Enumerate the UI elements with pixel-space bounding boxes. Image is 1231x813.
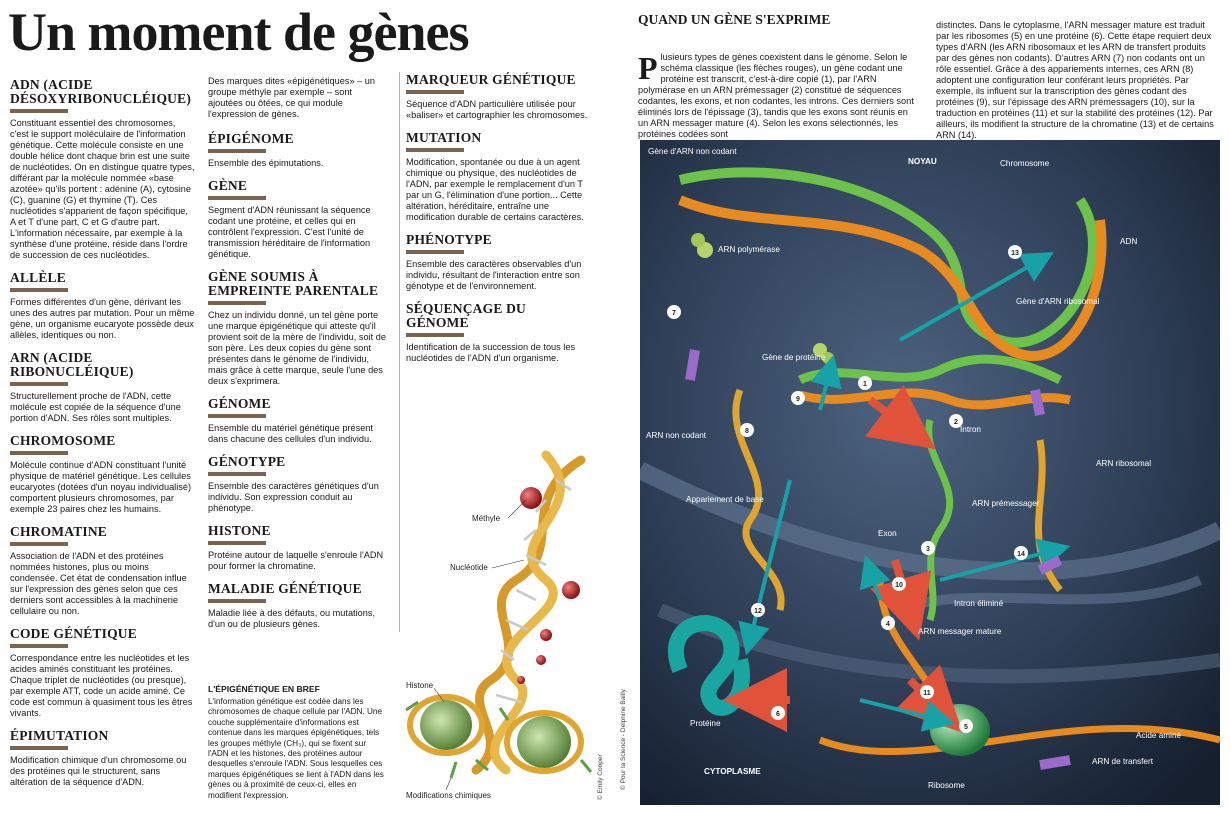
glossary-term: ARN (ACIDE RIBONUCLÉIQUE)	[10, 350, 134, 379]
drop-cap: P	[638, 50, 658, 86]
histone-core	[420, 700, 472, 750]
epigenetics-box	[208, 684, 386, 801]
label-arn-messager: ARN messager mature	[918, 627, 1002, 636]
step-3	[921, 541, 935, 555]
svg-text:3: 3	[926, 546, 930, 553]
glossary-term: GÉNOME	[208, 396, 271, 411]
glossary-entry	[208, 524, 388, 572]
dna-illustration	[396, 440, 608, 808]
step-12	[751, 603, 765, 617]
term-underline	[10, 109, 68, 113]
methyl-group	[540, 629, 552, 641]
methyl-group	[520, 487, 542, 509]
glossary-definition: Identification de la succession de tous les nucléotides de l'ADN d'un organisme.	[406, 342, 576, 363]
step-2	[949, 414, 963, 428]
svg-text:1: 1	[863, 381, 867, 388]
label-chromosome: Chromosome	[1000, 159, 1050, 168]
glossary-entry	[208, 582, 388, 630]
glossary-term: MARQUEUR GÉNÉTIQUE	[406, 72, 576, 87]
step-8	[740, 423, 754, 437]
label-proteine: Protéine	[690, 719, 721, 728]
glossary-definition: Segment d'ADN réunissant la séquence codant une protéine, et celles qui en contrôlent l'expression. C'est l'unité de transmission héréditaire de l'information génétique.	[208, 205, 371, 259]
dna-helix-image	[396, 440, 608, 808]
glossary-entry	[208, 179, 388, 260]
step-13	[1008, 245, 1022, 259]
svg-text:14: 14	[1017, 551, 1025, 558]
glossary-definition: Maladie liée à des défauts, ou mutations, d'un ou de plusieurs gènes.	[208, 608, 376, 629]
glossary-entry	[10, 729, 195, 788]
glossary-term: HISTONE	[208, 523, 271, 538]
page-title: Un moment de gènes	[8, 2, 469, 62]
glossary-entry	[208, 132, 388, 169]
label-nucleotide: Nucléotide	[450, 563, 488, 572]
svg-text:5: 5	[964, 724, 968, 731]
diagram-svg	[640, 140, 1220, 805]
svg-text:6: 6	[776, 711, 780, 718]
svg-text:4: 4	[886, 621, 890, 628]
credit-delphine-bailly: © Pour la Science - Delphine Bailly	[620, 689, 627, 790]
intro-column-2	[936, 20, 1220, 141]
glossary-term: GÈNE	[208, 178, 248, 193]
intro-column-1	[638, 52, 920, 140]
glossary-entry	[10, 351, 195, 424]
label-cytoplasme: CYTOPLASME	[704, 767, 761, 776]
svg-text:10: 10	[895, 582, 903, 589]
glossary-entry	[406, 131, 592, 223]
label-appariement: Appariement de base	[686, 495, 764, 504]
glossary-entry	[208, 270, 388, 387]
glossary-term: CODE GÉNÉTIQUE	[10, 626, 137, 641]
term-underline	[10, 382, 68, 386]
step-1	[858, 376, 872, 390]
glossary-term: CHROMOSOME	[10, 433, 116, 448]
glossary-definition: Séquence d'ADN particulière utilisée pour «baliser» et cartographier les chromosomes.	[406, 99, 588, 120]
glossary-definition: Association de l'ADN et des protéines nommées histones, plus ou moins condensée. Cet état de condensation influe sur l'expression des gènes selon que ces derniers sont accessibles à la machinerie cellulaire ou non.	[10, 551, 187, 616]
glossary-term: ALLÈLE	[10, 270, 66, 285]
term-underline	[208, 414, 266, 418]
step-10	[892, 577, 906, 591]
term-underline	[10, 542, 68, 546]
label-arn-premessager: ARN prémessager	[972, 499, 1040, 508]
label-arn-noncoding: ARN non codant	[646, 431, 707, 440]
glossary-definition: Chez un individu donné, un tel gène porte une marque épigénétique qui atteste qu'il provient soit de la mère de l'individu, soit de son père. Les deux copies du gène sont présentes dans le génome de l'individu, mais grâce à cette marque, seule l'une des deux s'exprimera.	[208, 310, 386, 386]
glossary-definition: Correspondance entre les nucléotides et les acides aminés constituant les protéines. Chaque triplet de nucléotides (ou presque), par exemple ATT, code un acide aminé. Ce code est commun à quasiment tous les êtres vivants.	[10, 653, 193, 718]
label-adn: ADN	[1120, 237, 1138, 246]
glossary-definition: Ensemble des caractères génétiques d'un individu. Son expression conduit au phénotype.	[208, 481, 379, 513]
glossary-definition: Modification, spontanée ou due à un agent chimique ou physique, des nucléotides de l'ADN, par exemple le remplacement d'un T par un G, l'élimination d'une portion... Cette altération, héréditaire, entraîne une modification durable de certains caractères.	[406, 157, 584, 222]
label-gene-noncoding: Gène d'ARN non codant	[648, 147, 737, 156]
step-6	[771, 706, 785, 720]
glossary-definition: Formes différentes d'un gène, dérivant les unes des autres par mutation. Pour un même gène, un organisme eucaryote possède deux allèles, identiques ou non.	[10, 297, 195, 340]
label-arn-transfert: ARN de transfert	[1092, 757, 1153, 766]
label-histone: Histone	[406, 681, 434, 690]
step-7	[667, 305, 681, 319]
label-acide-amine: Acide aminé	[1136, 731, 1182, 740]
glossary-entry	[208, 455, 388, 514]
glossary-term: ADN (ACIDE DÉSOXYRIBONUCLÉIQUE)	[10, 77, 192, 106]
term-underline	[208, 301, 266, 305]
glossary-column-3	[406, 73, 592, 374]
credit-emily-cooper: © Emily Cooper	[597, 754, 604, 800]
term-underline	[10, 451, 68, 455]
label-intron: Intron	[960, 425, 981, 434]
glossary-definition: Molécule continue d'ADN constituant l'unité physique de matériel génétique. Les cellules eucaryotes (dotées d'un noyau individualisé) comportent plusieurs chromosomes, par exemple 23 paires chez les humains.	[10, 460, 192, 514]
label-intron-elimine: Intron éliminé	[954, 599, 1004, 608]
glossary-entry	[406, 73, 592, 121]
glossary-definition: Ensemble des caractères observables d'un individu, résultant de l'interaction entre son génotype et de l'environnement.	[406, 259, 582, 291]
glossary-term: MALADIE GÉNÉTIQUE	[208, 581, 362, 596]
label-exon: Exon	[878, 529, 897, 538]
glossary-entry	[10, 271, 195, 341]
glossary-definition: Ensemble du matériel génétique présent dans chacune des cellules d'un individu.	[208, 423, 373, 444]
glossary-term: PHÉNOTYPE	[406, 232, 492, 247]
glossary-definition: Protéine autour de laquelle s'enroule l'ADN pour former la chromatine.	[208, 550, 384, 571]
glossary-column-2	[208, 76, 388, 640]
glossary-entry	[406, 233, 592, 292]
term-underline	[406, 250, 464, 254]
term-underline	[208, 149, 266, 153]
methyl-group	[536, 655, 546, 665]
label-arn-ribosomal: ARN ribosomal	[1096, 459, 1152, 468]
glossary-column-1	[10, 78, 195, 798]
term-underline	[406, 333, 464, 337]
histone-core	[517, 716, 571, 768]
term-underline	[406, 90, 464, 94]
term-underline	[208, 599, 266, 603]
section-title: QUAND UN GÈNE S'EXPRIME	[638, 12, 831, 27]
svg-text:2: 2	[954, 419, 958, 426]
intro-text-1: lusieurs types de gènes coexistent dans le génome. Selon le schéma classique (les flèches rouges), un gène codant une protéine est transcrit, c'est-à-dire copié (1), par l'ARN polymérase en un ARN prémessager (2) constitué de séquences codantes, les exons, et non codantes, les introns. Ces derniers sont éliminés lors de l'épissage (3), tandis que les exons sont réunis en un ARN messager mature (4). Selon les exons sélectionnés, les protéines codées sont	[638, 52, 914, 139]
glossary-entry	[10, 434, 195, 515]
glossary-term: ÉPIGÉNOME	[208, 131, 294, 146]
step-14	[1014, 546, 1028, 560]
glossary-term: GÈNE SOUMIS À EMPREINTE PARENTALE	[208, 269, 379, 298]
label-gene-rrna: Gène d'ARN ribosomal	[1016, 297, 1100, 306]
glossary-term: CHROMATINE	[10, 524, 108, 539]
term-underline	[208, 196, 266, 200]
label-arn-polymerase: ARN polymérase	[718, 245, 780, 254]
glossary-definition: Ensemble des épimutations.	[208, 158, 324, 168]
step-4	[881, 616, 895, 630]
intro-text-2: distinctes. Dans le cytoplasme, l'ARN messager mature est traduit par les ribosomes (5) en une protéine (6). Cette étape requiert deux types d'ARN (les ARN ribosomaux et les ARN de transfert produits par des gènes non codants). D'autres ARN (7) non codants ont un rôle essentiel. Grâce à des appariements internes, ces ARN (8) adoptent une configuration leur conférant leurs propriétés. Par exemple, ils influent sur la transcription des gènes codant des protéines (9), sur l'épissage des ARN prémessagers (10), sur la traduction en protéines (11) et sur la stabilité des protéines (12). Par ailleurs, ils modifient la structure de la chromatine (13) et de certains ARN (14).	[936, 20, 1214, 140]
glossary-entry	[10, 78, 195, 261]
step-9	[791, 391, 805, 405]
label-chemical-modifications: Modifications chimiques	[406, 791, 491, 800]
svg-text:8: 8	[745, 428, 749, 435]
methyl-group	[562, 581, 580, 599]
glossary-entry	[10, 525, 195, 617]
term-underline	[10, 746, 68, 750]
label-gene-protein: Gène de protéine	[762, 353, 826, 362]
svg-text:13: 13	[1011, 250, 1019, 257]
svg-text:11: 11	[923, 690, 931, 697]
label-noyau: NOYAU	[908, 157, 937, 166]
svg-text:12: 12	[754, 608, 762, 615]
term-underline	[10, 644, 68, 648]
glossary-definition: Structurellement proche de l'ADN, cette molécule est copiée de la séquence d'une portion d'ADN. Ses rôles sont multiples.	[10, 391, 181, 423]
epigenetics-heading: L'ÉPIGÉNÉTIQUE EN BREF	[208, 684, 320, 694]
term-underline	[10, 288, 68, 292]
glossary-entry	[406, 302, 592, 364]
glossary-definition: Modification chimique d'un chromosome ou des protéines qui le structurent, sans altération de la séquence d'ADN.	[10, 755, 187, 787]
step-5	[959, 719, 973, 733]
glossary-entry	[10, 627, 195, 719]
glossary-term: GÉNOTYPE	[208, 454, 286, 469]
step-11	[920, 685, 934, 699]
glossary-definition: Constituant essentiel des chromosomes, c'est le support moléculaire de l'information génétique. Cette molécule consiste en une double hélice dont chaque brin est une suite de nucléotides. On en distingue quatre types, différant par la molécule nommée «base azotée» qu'ils portent : adénine (A), cytosine (C), guanine (G) et thymine (T). Ces nucléotides s'apparient de façon spécifique, A et T d'une part, C et G d'autre part. L'information nécessaire, par exemple à la synthèse d'une protéine, réside dans l'ordre de succession de ces nucléotides.	[10, 118, 195, 260]
glossary-term: MUTATION	[406, 130, 482, 145]
term-underline	[208, 541, 266, 545]
label-ribosome: Ribosome	[928, 781, 965, 790]
term-underline	[406, 148, 464, 152]
glossary-term: SÉQUENÇAGE DU GÉNOME	[406, 301, 526, 330]
gene-expression-diagram	[640, 140, 1220, 805]
ribosome-shape	[930, 704, 990, 756]
label-methyl: Méthyle	[472, 514, 501, 523]
term-underline	[208, 472, 266, 476]
epigenetics-text: L'information génétique est codée dans les chromosomes de chaque cellule par l'ADN. Une couche supplémentaire d'informations est contenue dans les marques épigénétiques, tels les groupes méthyle (CH₃), qui se fixent sur l'ADN et les histones, des protéines autour desquelles s'enroule l'ADN. Sous lesquelles ces marques épigénétiques se lient à l'ADN dans les gènes ou à proximité de ceux-ci, elles en modifient l'expression.	[208, 697, 384, 800]
methyl-group	[517, 676, 525, 684]
glossary-entry	[208, 397, 388, 445]
glossary-term: ÉPIMUTATION	[10, 728, 109, 743]
svg-text:7: 7	[672, 310, 676, 317]
glossary-lead-text: Des marques dites «épigénétiques» – un groupe méthyle par exemple – sont ajoutées ou ôtées, ce qui module l'expression de gènes.	[208, 76, 376, 119]
svg-text:9: 9	[796, 396, 800, 403]
